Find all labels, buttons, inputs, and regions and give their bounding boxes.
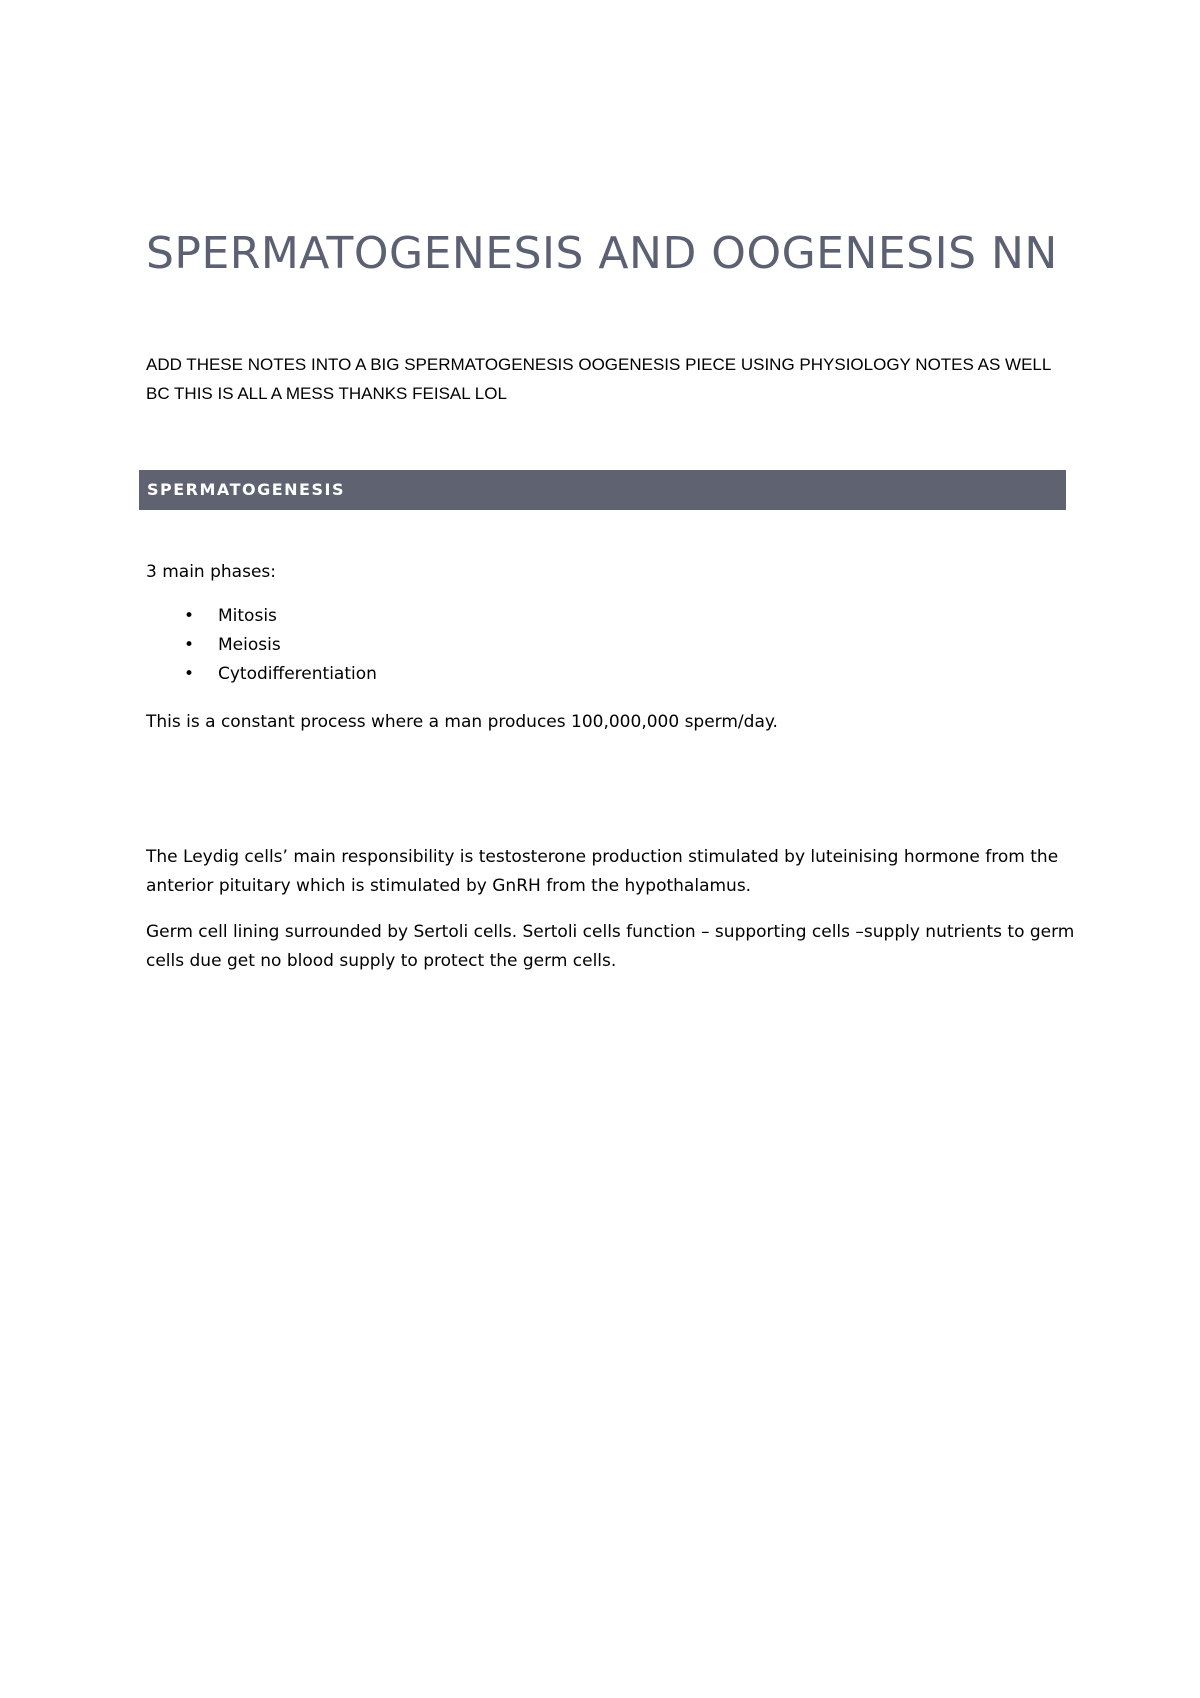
bullet-icon: • xyxy=(184,606,195,626)
list-item xyxy=(146,631,377,660)
list-item xyxy=(146,660,377,689)
list-item xyxy=(146,602,377,631)
leydig-paragraph: The Leydig cells’ main responsibility is testosterone production stimulated by luteinising hormone from the anterior pituitary which is stimulated by GnRH from the hypothalamus. xyxy=(146,847,1059,896)
editor-note: ADD THESE NOTES INTO A BIG SPERMATOGENESIS OOGENESIS PIECE USING PHYSIOLOGY NOTES AS WELL BC THIS IS ALL A MESS THANKS FEISAL LOL xyxy=(146,355,1051,403)
phase-label: Cytodifferentiation xyxy=(218,664,377,684)
bullet-icon: • xyxy=(184,635,195,655)
constant-process-paragraph: This is a constant process where a man produces 100,000,000 sperm/day. xyxy=(146,712,778,732)
phases-intro: 3 main phases: xyxy=(146,562,276,582)
section-heading: SPERMATOGENESIS xyxy=(147,480,345,499)
phase-label: Meiosis xyxy=(218,635,281,655)
phase-label: Mitosis xyxy=(218,606,277,626)
germ-cells-paragraph: Germ cell lining surrounded by Sertoli cells. Sertoli cells function – supporting cells –supply nutrients to germ cells due get no blood supply to protect the germ cells. xyxy=(146,922,1075,971)
phase-list xyxy=(146,602,377,689)
section-heading-bar xyxy=(139,470,1066,510)
page-title: SPERMATOGENESIS AND OOGENESIS NN xyxy=(146,228,1058,279)
bullet-icon: • xyxy=(184,664,195,684)
